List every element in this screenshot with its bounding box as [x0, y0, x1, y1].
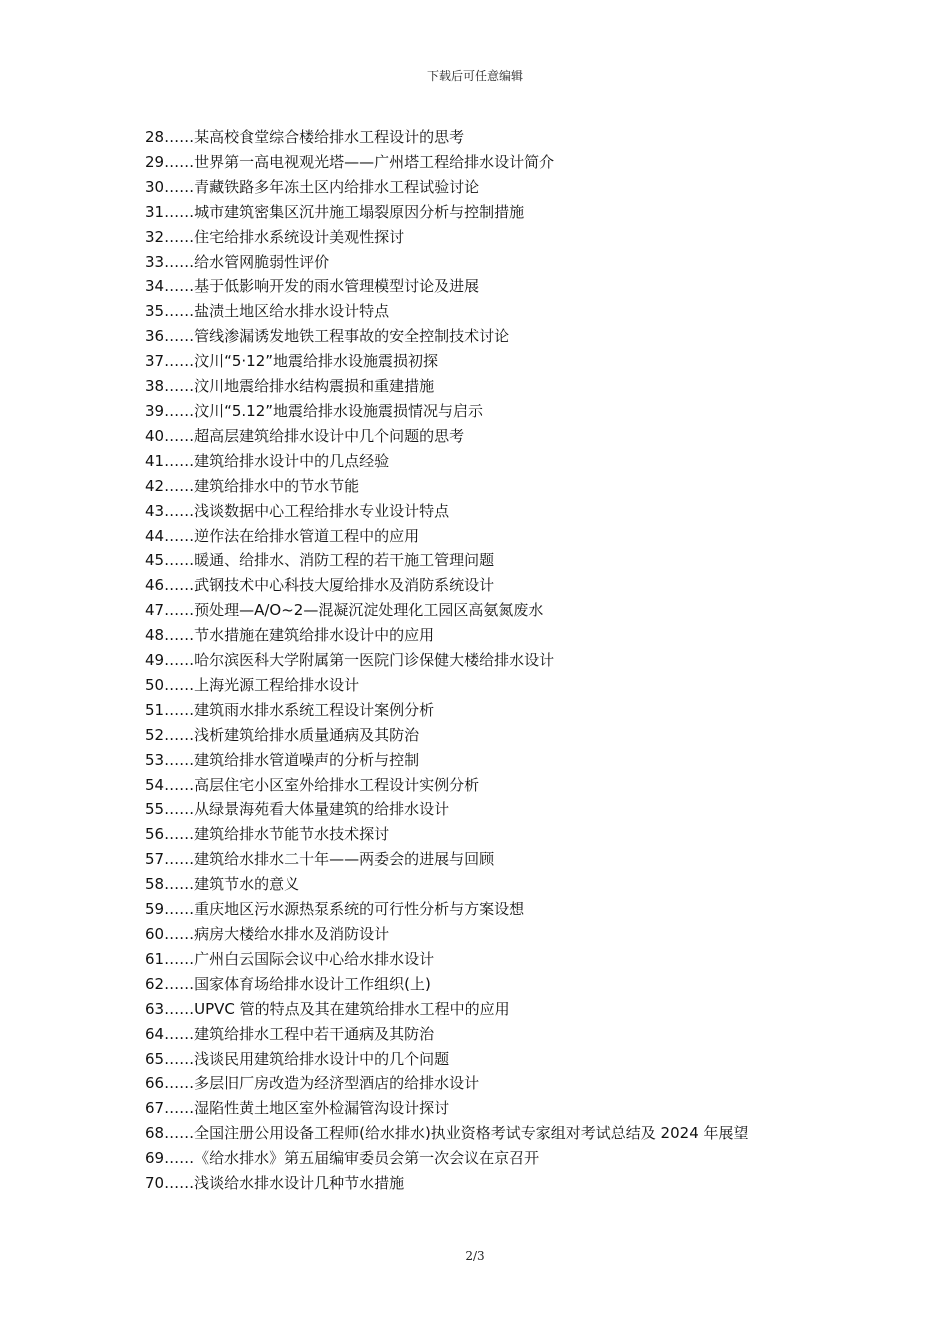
list-item: 64……建筑给排水工程中若干通病及其防治 — [145, 1024, 435, 1043]
list-item: 40……超高层建筑给排水设计中几个问题的思考 — [145, 426, 465, 445]
list-item: 38……汶川地震给排水结构震损和重建措施 — [145, 377, 435, 396]
list-item: 70……浅谈给水排水设计几种节水措施 — [145, 1174, 405, 1193]
list-item: 59……重庆地区污水源热泵系统的可行性分析与方案设想 — [145, 900, 525, 919]
list-item: 61……广州白云国际会议中心给水排水设计 — [145, 949, 435, 968]
list-item: 56……建筑给排水节能节水技术探讨 — [145, 825, 390, 844]
list-item: 35……盐渍土地区给水排水设计特点 — [145, 302, 390, 321]
list-item: 42……建筑给排水中的节水节能 — [145, 476, 360, 495]
list-item: 68……全国注册公用设备工程师(给水排水)执业资格考试专家组对考试总结及 2024 年展望 — [145, 1124, 749, 1143]
list-item: 45……暖通、给排水、消防工程的若干施工管理问题 — [145, 551, 495, 570]
list-item: 43……浅谈数据中心工程给排水专业设计特点 — [145, 501, 450, 520]
list-item: 34……基于低影响开发的雨水管理模型讨论及进展 — [145, 277, 480, 296]
list-item: 29……世界第一高电视观光塔——广州塔工程给排水设计简介 — [145, 152, 555, 171]
list-item: 54……高层住宅小区室外给排水工程设计实例分析 — [145, 775, 480, 794]
list-item: 41……建筑给排水设计中的几点经验 — [145, 451, 390, 470]
list-item: 51……建筑雨水排水系统工程设计案例分析 — [145, 700, 435, 719]
list-item: 47……预处理—A/O~2—混凝沉淀处理化工园区高氨氮废水 — [145, 601, 544, 620]
list-item: 62……国家体育场给排水设计工作组织(上) — [145, 974, 431, 993]
list-item: 30……青藏铁路多年冻土区内给排水工程试验讨论 — [145, 177, 480, 196]
list-item: 58……建筑节水的意义 — [145, 875, 300, 894]
article-list — [145, 125, 815, 1196]
list-item: 49……哈尔滨医科大学附属第一医院门诊保健大楼给排水设计 — [145, 651, 555, 670]
list-item: 44……逆作法在给排水管道工程中的应用 — [145, 526, 420, 545]
list-item: 48……节水措施在建筑给排水设计中的应用 — [145, 626, 435, 645]
list-item: 50……上海光源工程给排水设计 — [145, 675, 360, 694]
list-item: 36……管线渗漏诱发地铁工程事故的安全控制技术讨论 — [145, 327, 510, 346]
list-item: 37……汶川“5·12”地震给排水设施震损初探 — [145, 352, 439, 371]
list-item: 46……武钢技术中心科技大厦给排水及消防系统设计 — [145, 576, 495, 595]
list-item: 32……住宅给排水系统设计美观性探讨 — [145, 227, 405, 246]
list-item: 66……多层旧厂房改造为经济型酒店的给排水设计 — [145, 1074, 480, 1093]
list-item: 60……病房大楼给水排水及消防设计 — [145, 925, 390, 943]
list-item: 63……UPVC 管的特点及其在建筑给排水工程中的应用 — [145, 999, 510, 1018]
list-item: 28……某高校食堂综合楼给排水工程设计的思考 — [145, 128, 465, 146]
list-item: 53……建筑给排水管道噪声的分析与控制 — [145, 750, 420, 769]
list-item: 52……浅析建筑给排水质量通病及其防治 — [145, 725, 420, 744]
list-item: 65……浅谈民用建筑给排水设计中的几个问题 — [145, 1049, 450, 1068]
page-number: 2/3 — [465, 1249, 485, 1263]
list-item: 57……建筑给水排水二十年——两委会的进展与回顾 — [145, 850, 495, 869]
list-item: 31……城市建筑密集区沉井施工塌裂原因分析与控制措施 — [145, 202, 525, 221]
list-item: 39……汶川“5.12”地震给排水设施震损情况与启示 — [145, 401, 484, 420]
page-header: 下载后可任意编辑 — [426, 69, 523, 83]
list-item: 67……湿陷性黄土地区室外检漏管沟设计探讨 — [145, 1099, 450, 1118]
list-item: 55……从绿景海苑看大体量建筑的给排水设计 — [145, 800, 450, 819]
list-item: 69……《给水排水》第五届编审委员会第一次会议在京召开 — [145, 1149, 540, 1168]
list-item: 33……给水管网脆弱性评价 — [145, 252, 330, 271]
